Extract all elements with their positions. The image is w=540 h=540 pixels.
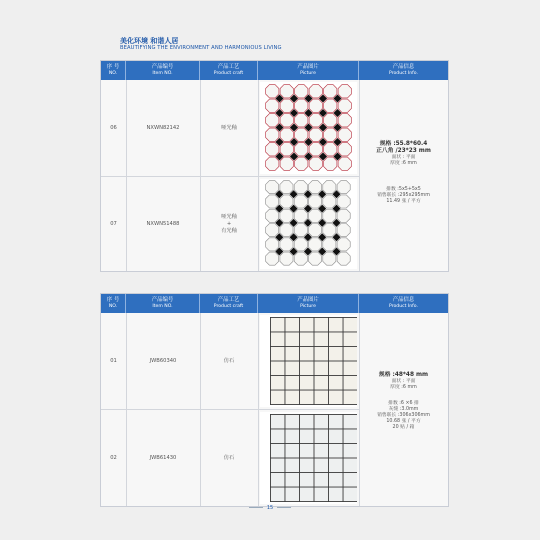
row-item-no: NXWN82142 — [146, 124, 180, 131]
octagon-tile — [280, 114, 293, 127]
square-tile — [329, 332, 343, 346]
square-tile — [271, 429, 285, 443]
octagon-tile — [323, 209, 336, 222]
octagon-tile — [295, 99, 308, 112]
square-tile — [329, 487, 343, 501]
square-tile — [314, 415, 328, 429]
square-tile — [343, 458, 357, 472]
square-tile — [271, 458, 285, 472]
octagon-tile — [324, 143, 337, 156]
row-item-no: NXWN51488 — [146, 220, 180, 227]
square-tile — [329, 444, 343, 458]
octagon-tile — [266, 85, 279, 98]
octagon-tile — [309, 195, 322, 208]
octagon-tile — [338, 114, 351, 127]
square-tile — [314, 458, 328, 472]
tile-picture-square-white — [260, 315, 357, 407]
square-tile — [285, 444, 299, 458]
col-header-info: 产品信息 Product Info. — [389, 297, 418, 309]
square-tile — [329, 429, 343, 443]
square-tile — [300, 318, 314, 332]
row-craft: 仿石 — [223, 454, 235, 461]
tile-picture-octagon-white — [260, 82, 357, 174]
square-tile — [285, 376, 299, 390]
square-tile — [300, 487, 314, 501]
octagon-tile — [309, 181, 322, 194]
square-tile — [300, 347, 314, 361]
square-tile — [300, 458, 314, 472]
octagon-tile — [309, 99, 322, 112]
product-table-octagon — [100, 60, 449, 272]
octagon-tile — [337, 195, 350, 208]
col-header-craft: 产品工艺 Product craft — [200, 294, 258, 313]
row-item-no: JWB61430 — [149, 454, 177, 461]
octagon-tile — [338, 128, 351, 141]
page-subtitle: BEAUTIFYING THE ENVIRONMENT AND HARMONIOUS LIVING — [120, 45, 282, 51]
octagon-tile — [324, 128, 337, 141]
square-tile — [314, 487, 328, 501]
octagon-tile — [295, 143, 308, 156]
square-tile — [285, 347, 299, 361]
square-tile — [300, 376, 314, 390]
square-tile — [271, 415, 285, 429]
octagon-tile — [294, 209, 307, 222]
square-tile — [285, 429, 299, 443]
octagon-tile — [280, 128, 293, 141]
row-no: 07 — [110, 220, 117, 227]
octagon-tile — [266, 128, 279, 141]
square-tile — [300, 444, 314, 458]
square-tile — [300, 361, 314, 375]
row-craft: 哑光釉 — [221, 124, 237, 131]
octagon-tile — [309, 252, 322, 265]
col-header-craft: 产品工艺 Product craft — [200, 61, 258, 80]
col-header-no: 序 号 NO. — [101, 61, 126, 80]
square-tile — [329, 415, 343, 429]
row-item-no: JWB60340 — [149, 357, 177, 364]
octagon-tile — [309, 209, 322, 222]
octagon-tile — [294, 224, 307, 237]
square-tile — [271, 473, 285, 487]
col-header-info: 产品信息 Product Info. — [389, 64, 418, 76]
square-tile — [271, 318, 285, 332]
octagon-tile — [295, 128, 308, 141]
square-tile — [271, 487, 285, 501]
octagon-tile — [323, 181, 336, 194]
octagon-tile — [280, 195, 293, 208]
square-tile — [343, 347, 357, 361]
square-tile — [314, 429, 328, 443]
octagon-tile — [266, 99, 279, 112]
square-tile — [285, 473, 299, 487]
octagon-tile — [294, 181, 307, 194]
product-info-octagon: 规格 :55.8*60.4 正八角 /23*23 mm 面状 : 平面 厚度 :6 mm 排数 :5x5+5x5 销售联长 :295x295mm 11.49 张 / 平方 — [376, 141, 431, 204]
octagon-tile — [266, 238, 279, 251]
table-header — [101, 294, 448, 313]
octagon-tile — [309, 157, 322, 170]
row-craft: 哑光釉 + 有光釉 — [221, 213, 237, 234]
octagon-tile — [266, 195, 279, 208]
octagon-tile — [324, 99, 337, 112]
square-tile — [343, 376, 357, 390]
octagon-tile — [266, 114, 279, 127]
square-tile — [343, 473, 357, 487]
square-tile — [314, 318, 328, 332]
square-tile — [329, 473, 343, 487]
square-tile — [329, 376, 343, 390]
octagon-tile — [295, 157, 308, 170]
square-tile — [343, 332, 357, 346]
square-tile — [314, 347, 328, 361]
product-table-square — [100, 293, 449, 507]
octagon-tile — [324, 85, 337, 98]
square-tile — [343, 444, 357, 458]
square-tile — [314, 444, 328, 458]
octagon-tile — [323, 195, 336, 208]
square-tile — [329, 361, 343, 375]
octagon-tile — [338, 99, 351, 112]
col-header-picture: 产品图片 Picture — [258, 61, 359, 80]
octagon-tile — [337, 238, 350, 251]
square-tile — [343, 390, 357, 404]
octagon-tile — [324, 157, 337, 170]
square-tile — [271, 390, 285, 404]
octagon-tile — [309, 85, 322, 98]
col-header-item: 产品编号 Item NO. — [126, 294, 200, 313]
square-tile — [285, 318, 299, 332]
octagon-tile — [280, 238, 293, 251]
square-tile — [343, 429, 357, 443]
square-tile — [271, 347, 285, 361]
octagon-tile — [280, 85, 293, 98]
octagon-tile — [266, 157, 279, 170]
square-tile — [271, 444, 285, 458]
octagon-tile — [280, 157, 293, 170]
octagon-tile — [324, 114, 337, 127]
square-tile — [285, 415, 299, 429]
square-tile — [300, 473, 314, 487]
table-header — [101, 61, 448, 80]
octagon-tile — [309, 143, 322, 156]
octagon-tile — [266, 252, 279, 265]
square-tile — [343, 415, 357, 429]
square-tile — [329, 318, 343, 332]
square-tile — [343, 487, 357, 501]
octagon-tile — [309, 224, 322, 237]
octagon-tile — [323, 238, 336, 251]
row-craft: 仿石 — [223, 357, 235, 364]
octagon-tile — [337, 209, 350, 222]
octagon-tile — [309, 128, 322, 141]
octagon-tile — [294, 238, 307, 251]
row-no: 06 — [110, 124, 117, 131]
octagon-tile — [280, 181, 293, 194]
page-title: 美化环境 和谐人居 — [120, 37, 179, 45]
octagon-tile — [338, 143, 351, 156]
octagon-tile — [295, 114, 308, 127]
octagon-tile — [338, 157, 351, 170]
page-number: 15 — [0, 505, 540, 511]
square-tile — [285, 458, 299, 472]
octagon-tile — [337, 224, 350, 237]
square-tile — [329, 458, 343, 472]
octagon-tile — [280, 209, 293, 222]
square-tile — [329, 347, 343, 361]
square-tile — [314, 332, 328, 346]
square-tile — [343, 361, 357, 375]
octagon-tile — [323, 252, 336, 265]
square-tile — [271, 361, 285, 375]
octagon-tile — [266, 181, 279, 194]
square-tile — [314, 473, 328, 487]
octagon-tile — [266, 224, 279, 237]
tile-picture-square-grey — [260, 412, 357, 504]
square-tile — [271, 376, 285, 390]
square-tile — [271, 332, 285, 346]
square-tile — [329, 390, 343, 404]
octagon-tile — [294, 252, 307, 265]
square-tile — [285, 361, 299, 375]
octagon-tile — [337, 252, 350, 265]
row-no: 01 — [110, 357, 117, 364]
octagon-tile — [337, 181, 350, 194]
octagon-tile — [266, 143, 279, 156]
octagon-tile — [295, 85, 308, 98]
row-no: 02 — [110, 454, 117, 461]
octagon-tile — [280, 143, 293, 156]
square-tile — [300, 390, 314, 404]
col-header-picture: 产品图片 Picture — [258, 294, 359, 313]
octagon-tile — [280, 99, 293, 112]
tile-picture-octagon-black-dot — [260, 179, 357, 269]
octagon-tile — [323, 224, 336, 237]
octagon-tile — [294, 195, 307, 208]
square-tile — [314, 376, 328, 390]
square-tile — [285, 487, 299, 501]
octagon-tile — [280, 224, 293, 237]
col-header-no: 序 号 NO. — [101, 294, 126, 313]
octagon-tile — [309, 114, 322, 127]
square-tile — [300, 332, 314, 346]
product-info-square: 规格 :48*48 mm 面状 : 平面 厚度 :6 mm 排数 :6 ×6 排 灰缝 :3.0mm 销售联长 :306x306mm 10.68 张 / 平方 20 贴 / 箱 — [377, 372, 430, 430]
octagon-tile — [338, 85, 351, 98]
octagon-tile — [266, 209, 279, 222]
octagon-tile — [280, 252, 293, 265]
square-tile — [285, 332, 299, 346]
square-tile — [300, 429, 314, 443]
octagon-tile — [309, 238, 322, 251]
square-tile — [300, 415, 314, 429]
col-header-item: 产品编号 Item NO. — [126, 61, 200, 80]
square-tile — [314, 390, 328, 404]
square-tile — [285, 390, 299, 404]
square-tile — [314, 361, 328, 375]
square-tile — [343, 318, 357, 332]
